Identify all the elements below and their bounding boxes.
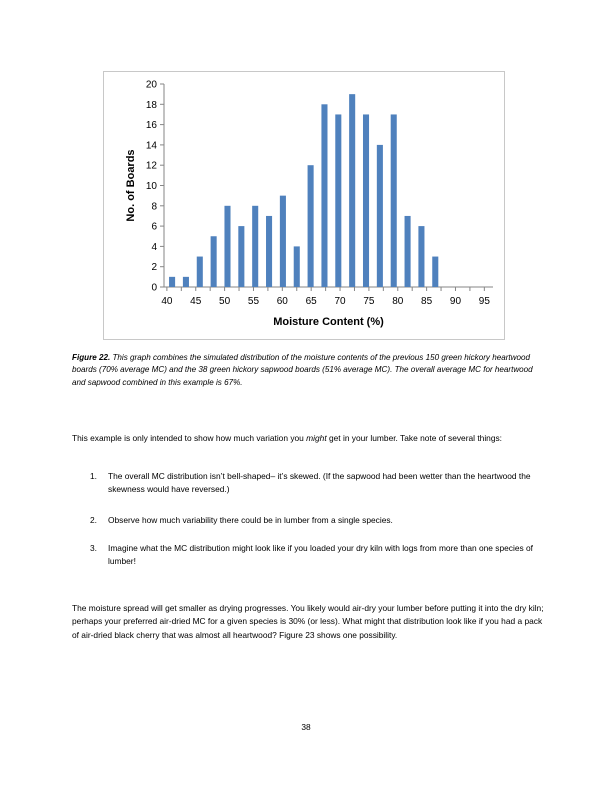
- intro-text-before: This example is only intended to show how much variation you: [72, 433, 307, 443]
- figure-caption-text: This graph combines the simulated distribution of the moisture contents of the previous 150 green hickory heartwood boards (70% average MC) and the 38 green hickory sapwood boards (51% average MC). The overall average MC for heartwood and sapwood combined in this example is 67%.: [72, 353, 533, 387]
- bar: [238, 226, 244, 287]
- list-item-number: 1.: [90, 471, 97, 481]
- x-tick-label: 75: [363, 296, 375, 307]
- bar: [169, 277, 175, 287]
- x-axis-title: Moisture Content (%): [273, 316, 384, 328]
- y-tick-label: 2: [151, 262, 157, 274]
- figure-caption: [72, 352, 542, 389]
- x-tick-label: 70: [334, 296, 346, 307]
- bar: [308, 165, 314, 287]
- bar: [391, 114, 397, 287]
- y-tick-label: 18: [145, 99, 157, 111]
- bar: [363, 114, 369, 287]
- chart-canvas: [104, 72, 506, 341]
- x-tick-label: 55: [247, 296, 260, 307]
- bar: [197, 257, 203, 287]
- y-tick-label: 20: [145, 79, 157, 91]
- bar: [183, 277, 189, 287]
- bar: [321, 104, 327, 287]
- bar: [266, 216, 272, 287]
- figure-label: Figure 22.: [72, 353, 111, 362]
- bar: [211, 236, 217, 287]
- x-tick-label: 85: [421, 296, 433, 307]
- bar: [224, 206, 230, 287]
- x-tick-label: 40: [161, 296, 173, 307]
- intro-text-after: get in your lumber. Take note of several things:: [326, 433, 503, 443]
- x-tick-label: 95: [478, 296, 490, 307]
- y-tick-label: 0: [151, 282, 157, 294]
- bar: [294, 246, 300, 287]
- bar: [432, 257, 438, 287]
- intro-paragraph: [72, 432, 544, 445]
- y-axis-title: No. of Boards: [125, 149, 137, 222]
- y-tick-label: 8: [151, 201, 157, 213]
- x-tick-label: 80: [392, 296, 404, 307]
- bar: [349, 94, 355, 287]
- x-tick-label: 45: [190, 296, 202, 307]
- bar: [280, 196, 286, 287]
- list-item-number: 3.: [90, 543, 97, 553]
- x-tick-label: 50: [219, 296, 231, 307]
- bar: [252, 206, 258, 287]
- histogram-chart: [103, 71, 505, 340]
- closing-paragraph: The moisture spread will get smaller as drying progresses. You likely would air-dry your lumber before putting it into the dry kiln; perhaps your preferred air-dried MC for a given species is 30% (or less). What might that distribution look like if you had a pack of air-dried black cherry that was almost all heartwood? Figure 23 shows one possibility.: [72, 603, 544, 640]
- y-tick-label: 16: [145, 120, 157, 132]
- page-number: 38: [301, 722, 311, 732]
- y-tick-label: 12: [145, 160, 157, 172]
- y-tick-label: 4: [151, 241, 157, 253]
- bar: [405, 216, 411, 287]
- intro-emphasis: might: [306, 433, 327, 443]
- bar: [335, 114, 341, 287]
- y-tick-label: 10: [145, 181, 157, 192]
- list-item-text: The overall MC distribution isn’t bell-shaped– it’s skewed. (If the sapwood had been wetter than the heartwood the skewness would have reversed.): [108, 471, 531, 495]
- y-tick-label: 6: [151, 221, 157, 233]
- list-item-number: 2.: [90, 515, 97, 525]
- x-tick-label: 60: [276, 296, 288, 307]
- x-tick-label: 90: [449, 296, 462, 307]
- y-tick-label: 14: [145, 140, 157, 152]
- bar: [377, 145, 383, 287]
- list-item-text: Observe how much variability there could be in lumber from a single species.: [108, 515, 393, 525]
- list-item-text: Imagine what the MC distribution might look like if you loaded your dry kiln with logs from more than one species of lumber!: [108, 543, 534, 567]
- bar: [418, 226, 424, 287]
- x-tick-label: 65: [305, 296, 317, 307]
